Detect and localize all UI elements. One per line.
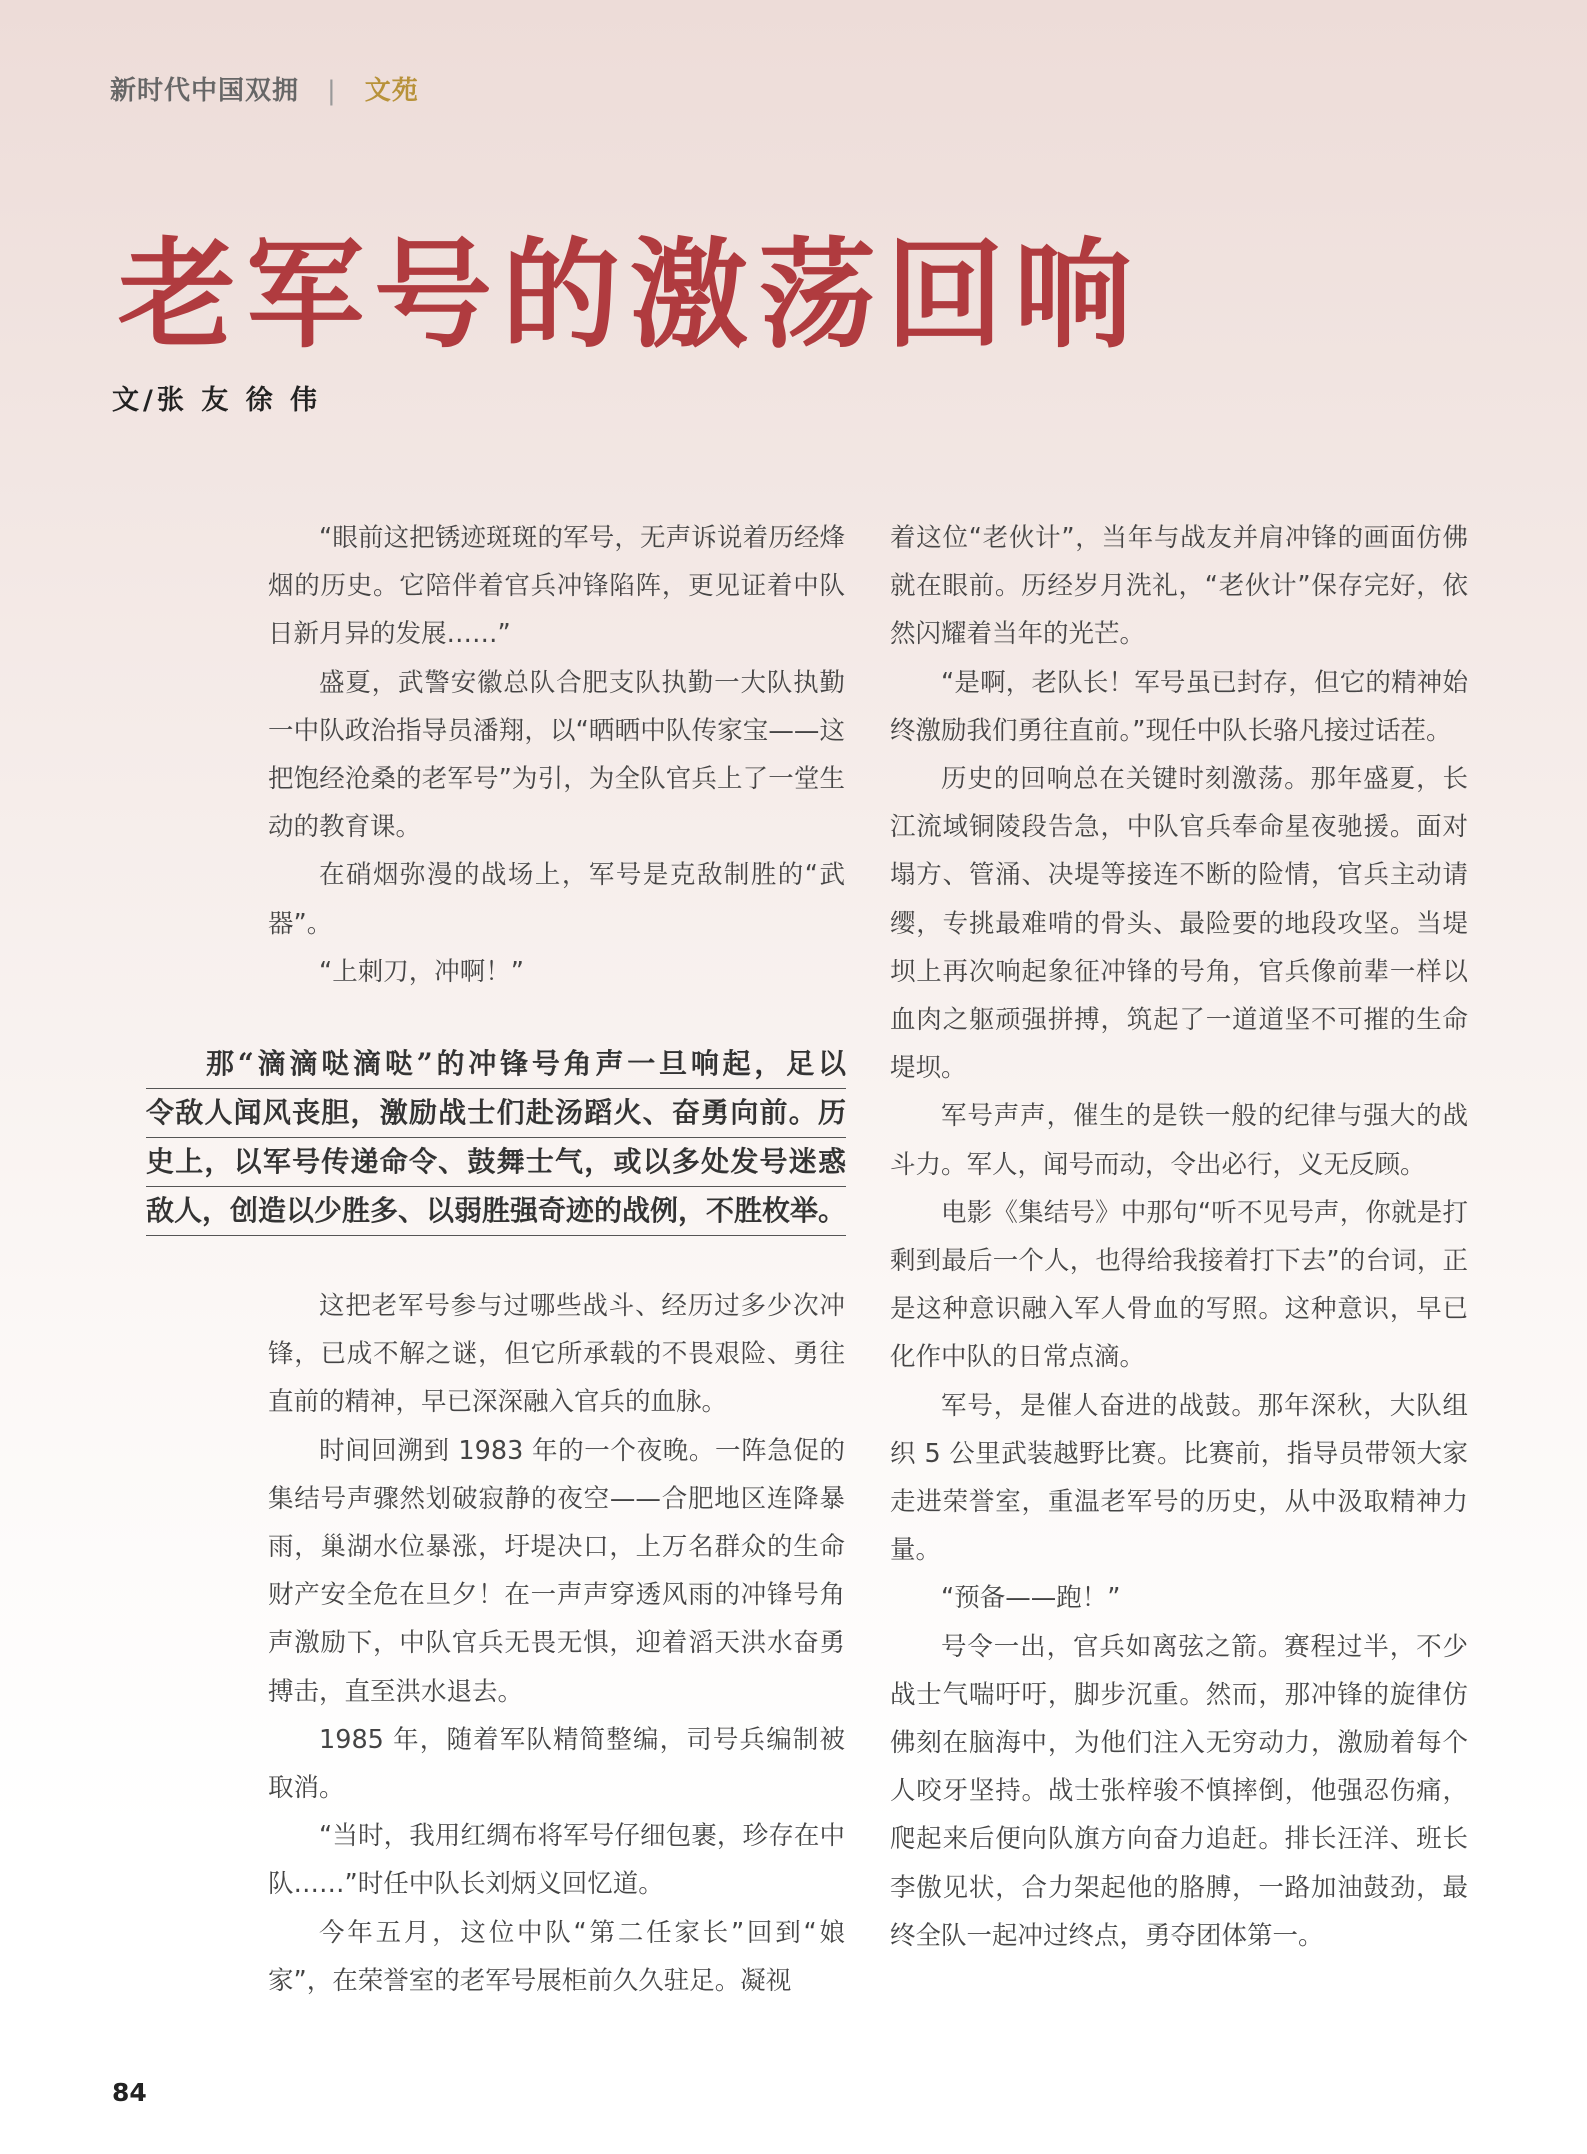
page-number: 84 [112,2078,147,2107]
paragraph: “是啊，老队长！军号虽已封存，但它的精神始终激励我们勇往直前。”现任中队长骆凡接过话茬。 [890,667,1468,746]
paragraph: 这把老军号参与过哪些战斗、经历过多少次冲锋，已成不解之谜，但它所承载的不畏艰险、勇往直前的精神，早已深深融入官兵的血脉。 [268,1291,845,1418]
pull-quote-line: 敌人，创造以少胜多、以弱胜强奇迹的战例，不胜枚举。 [146,1187,846,1236]
pull-quote-line: 史上，以军号传递命令、鼓舞士气，或以多处发号迷惑 [146,1138,846,1187]
pull-quote-line: 那“滴滴哒滴哒”的冲锋号角声一旦响起，足以 [146,1040,846,1089]
byline: 文/张 友 徐 伟 [112,385,322,416]
section-name: 文苑 [364,76,419,106]
article-title: 老军号的激荡回响 [118,225,1143,364]
pull-quote [146,1040,846,1236]
paragraph: “当时，我用红绸布将军号仔细包裹，珍存在中队……”时任中队长刘炳义回忆道。 [268,1821,845,1900]
column-1-bottom [268,1282,845,2005]
paragraph: 军号声声，催生的是铁一般的纪律与强大的战斗力。军人，闻号而动，令出必行，义无反顾。 [890,1101,1468,1180]
column-2 [890,514,1468,1960]
magazine-name: 新时代中国双拥 [110,76,300,106]
column-1-top [268,514,845,996]
paragraph: “眼前这把锈迹斑斑的军号，无声诉说着历经烽烟的历史。它陪伴着官兵冲锋陷阵，更见证着中队日新月异的发展……” [268,523,845,650]
running-header [110,70,419,107]
paragraph: 盛夏，武警安徽总队合肥支队执勤一大队执勤一中队政治指导员潘翔，以“晒晒中队传家宝——这把饱经沧桑的老军号”为引，为全队官兵上了一堂生动的教育课。 [268,667,845,843]
paragraph: “预备——跑！” [941,1583,1121,1614]
paragraph: “上刺刀，冲啊！” [319,956,524,987]
paragraph: 在硝烟弥漫的战场上，军号是克敌制胜的“武器”。 [268,860,845,939]
paragraph: 电影《集结号》中那句“听不见号声，你就是打剩到最后一个人，也得给我接着打下去”的台词，正是这种意识融入军人骨血的写照。这种意识，早已化作中队的日常点滴。 [890,1197,1468,1373]
pull-quote-line: 令敌人闻风丧胆，激励战士们赴汤蹈火、奋勇向前。历 [146,1089,846,1138]
paragraph: 军号，是催人奋进的战鼓。那年深秋，大队组织 5 公里武装越野比赛。比赛前，指导员带领大家走进荣誉室，重温老军号的历史，从中汲取精神力量。 [890,1390,1468,1566]
paragraph: 今年五月，这位中队“第二任家长”回到“娘家”，在荣誉室的老军号展柜前久久驻足。凝视 [268,1917,845,1996]
paragraph-continuation: 着这位“老伙计”，当年与战友并肩冲锋的画面仿佛就在眼前。历经岁月洗礼，“老伙计”保存完好，依然闪耀着当年的光芒。 [890,523,1468,650]
paragraph: 1985 年，随着军队精简整编，司号兵编制被取消。 [268,1724,845,1804]
paragraph: 号令一出，官兵如离弦之箭。赛程过半，不少战士气喘吁吁，脚步沉重。然而，那冲锋的旋律仿佛刻在脑海中，为他们注入无穷动力，激励着每个人咬牙坚持。战士张梓骏不慎摔倒，他强忍伤痛，爬起来后便向队旗方向奋力追赶。排长汪洋、班长李傲见状，合力架起他的胳膊，一路加油鼓劲，最终全队一起冲过终点，勇夺团体第一。 [890,1631,1468,1951]
paragraph: 时间回溯到 1983 年的一个夜晚。一阵急促的集结号声骤然划破寂静的夜空——合肥地区连降暴雨，巢湖水位暴涨，圩堤决口，上万名群众的生命财产安全危在旦夕！在一声声穿透风雨的冲锋号角声激励下，中队官兵无畏无惧，迎着滔天洪水奋勇搏击，直至洪水退去。 [268,1435,845,1707]
paragraph: 历史的回响总在关键时刻激荡。那年盛夏，长江流域铜陵段告急，中队官兵奉命星夜驰援。面对塌方、管涌、决堤等接连不断的险情，官兵主动请缨，专挑最难啃的骨头、最险要的地段攻坚。当堤坝上再次响起象征冲锋的号角，官兵像前辈一样以血肉之躯顽强拼搏，筑起了一道道坚不可摧的生命堤坝。 [890,764,1468,1084]
header-separator: | [327,76,337,106]
